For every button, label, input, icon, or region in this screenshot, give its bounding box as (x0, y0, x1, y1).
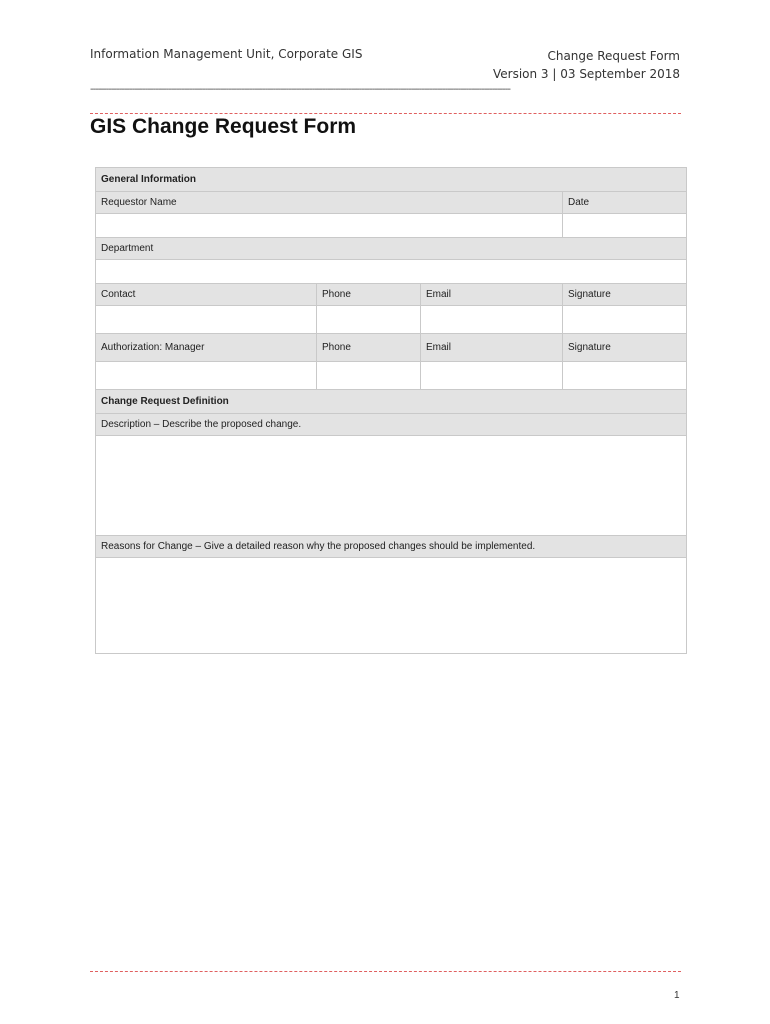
authorization-manager-label: Authorization: Manager (96, 334, 317, 362)
input-row (96, 260, 687, 284)
manager-phone-field[interactable] (317, 362, 421, 390)
reasons-label: Reasons for Change – Give a detailed reason why the proposed changes should be implemented. (96, 536, 687, 558)
description-label: Description – Describe the proposed change. (96, 414, 687, 436)
input-row (96, 306, 687, 334)
department-field[interactable] (96, 260, 687, 284)
label-row (96, 192, 687, 214)
header-rule (90, 113, 681, 114)
input-row (96, 214, 687, 238)
input-row (96, 558, 687, 654)
header-form-name: Change Request Form (547, 49, 680, 63)
change-request-table (95, 167, 687, 654)
page-number: 1 (674, 990, 680, 1001)
contact-signature-label: Signature (563, 284, 687, 306)
label-row (96, 334, 687, 362)
label-row (96, 536, 687, 558)
header-document-info (493, 47, 680, 83)
requestor-name-label: Requestor Name (96, 192, 563, 214)
input-row (96, 436, 687, 536)
header-version-date: Version 3 | 03 September 2018 (492, 67, 680, 81)
manager-field[interactable] (96, 362, 317, 390)
reasons-field[interactable] (96, 558, 687, 654)
section-heading-definition: Change Request Definition (96, 390, 687, 414)
contact-label: Contact (96, 284, 317, 306)
footer-rule (90, 971, 681, 972)
label-row (96, 284, 687, 306)
manager-phone-label: Phone (317, 334, 421, 362)
date-field[interactable] (563, 214, 687, 238)
header-organization: Information Management Unit, Corporate GIS (90, 47, 363, 61)
contact-email-label: Email (421, 284, 563, 306)
contact-signature-field[interactable] (563, 306, 687, 334)
section-row (96, 168, 687, 192)
label-row (96, 238, 687, 260)
department-label: Department (96, 238, 687, 260)
description-field[interactable] (96, 436, 687, 536)
manager-email-field[interactable] (421, 362, 563, 390)
page-title: GIS Change Request Form (90, 115, 357, 138)
contact-email-field[interactable] (421, 306, 563, 334)
header-separator: ----------------------------------------------------------------------------------------------------------------------------------------------------------------- (90, 84, 510, 95)
section-heading-general: General Information (96, 168, 687, 192)
label-row (96, 414, 687, 436)
manager-email-label: Email (421, 334, 563, 362)
date-label: Date (563, 192, 687, 214)
contact-phone-label: Phone (317, 284, 421, 306)
input-row (96, 362, 687, 390)
manager-signature-field[interactable] (563, 362, 687, 390)
manager-signature-label: Signature (563, 334, 687, 362)
contact-field[interactable] (96, 306, 317, 334)
section-row (96, 390, 687, 414)
contact-phone-field[interactable] (317, 306, 421, 334)
requestor-name-field[interactable] (96, 214, 563, 238)
